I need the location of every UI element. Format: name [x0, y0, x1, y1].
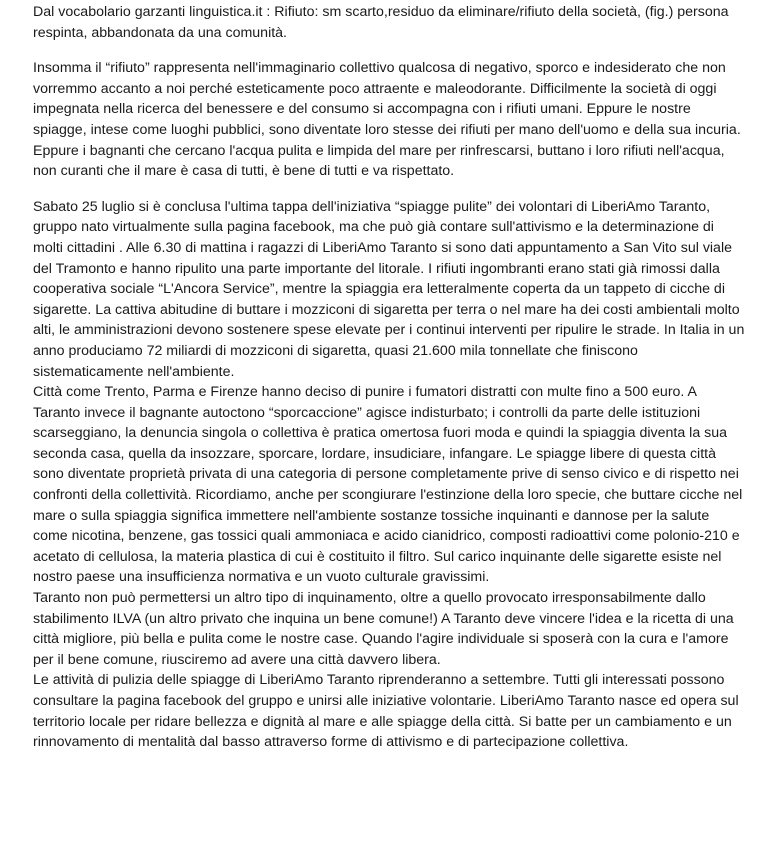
paragraph-cities: Città come Trento, Parma e Firenze hanno deciso di punire i fumatori distratti con multe fino a 500 euro. A Taranto invece il bagnante autoctono “sporcaccione” agisce indisturbato; i controlli da parte delle istituzioni scarseggiano, la denuncia singola o collettiva è pratica omertosa fuori moda e quindi la spiaggia diventa la sua seconda casa, quella da insozzare, sporcare, lordare, insudiciare, infangare. Le spiagge libere di questa città sono diventate proprietà privata di una categoria di persone completamente prive di senso civico e di rispetto nei confronti della collettività. Ricordiamo, anche per scongiurare l'estinzione della loro specie, che buttare cicche nel mare o sulla spiaggia significa immettere nell'ambiente sostanze tossiche inquinanti e dannose per la salute come nicotina, benzene, gas tossici quali ammoniaca e acido cianidrico, composti radioattivi come polonio-210 e acetato di cellulosa, la materia plastica di cui è costituito il filtro. Sul carico inquinante delle sigarette esiste nel nostro paese una insufficienza normativa e un vuoto culturale gravissimi.: [33, 384, 743, 586]
document-body: [33, 2, 745, 753]
paragraph-definition: Dal vocabolario garzanti linguistica.it : Rifiuto: sm scarto,residuo da eliminare/rifiuto della società, (fig.) persona respinta, abbandonata da una comunità.: [33, 4, 729, 41]
paragraph-activities: Le attività di pulizia delle spiagge di LiberiAmo Taranto riprenderanno a settembre. Tutti gli interessati possono consultare la pagina facebook del gruppo e unirsi alle iniziative volontarie. LiberiAmo Taranto nasce ed opera sul territorio locale per ridare bellezza e dignità al mare e alle spiagge della città. Si batte per un cambiamento e un rinnovamento di mentalità dal basso attraverso forme di attivismo e di partecipazione collettiva.: [33, 672, 739, 751]
paragraph-intro: Insomma il “rifiuto” rappresenta nell'immaginario collettivo qualcosa di negativo, sporco e indesiderato che non vorremmo accanto a noi perché esteticamente poco attraente e maleodorante. Difficilmente la società di oggi impegnata nella ricerca del benessere e del consumo si accompagna con i rifiuti umani. Eppure le nostre spiagge, intese come luoghi pubblici, sono diventate loro stesse dei rifiuti per mano dell'uomo e della sua incuria. Eppure i bagnanti che cercano l'acqua pulita e limpida del mare per rinfrescarsi, buttano i loro rifiuti nell'acqua, non curanti che il mare è casa di tutti, è bene di tutti e va rispettato.: [33, 60, 741, 180]
paragraph-event: Sabato 25 luglio si è conclusa l'ultima tappa dell'iniziativa “spiagge pulite” dei volontari di LiberiAmo Taranto, gruppo nato virtualmente sulla pagina facebook, ma che può già contare sull'attivismo e la determinazione di molti cittadini . Alle 6.30 di mattina i ragazzi di LiberiAmo Taranto si sono dati appuntamento a San Vito sul viale del Tramonto e hanno ripulito una parte importante del litorale. I rifiuti ingombranti erano stati già rimossi dalla cooperativa sociale “L'Ancora Service”, mentre la spiaggia era letteralmente coperta da un tappeto di cicche di sigarette. La cattiva abitudine di buttare i mozziconi di sigaretta per terra o nel mare ha dei costi ambientali molto alti, le amministrazioni devono sostenere spese elevate per i continui interventi per ripulire le strade. In Italia in un anno produciamo 72 miliardi di mozziconi di sigaretta, quasi 21.600 mila tonnellate che finiscono sistematicamente nell'ambiente.: [33, 198, 745, 380]
paragraph-taranto: Taranto non può permettersi un altro tipo di inquinamento, oltre a quello provocato irresponsabilmente dallo stabilimento ILVA (un altro privato che inquina un bene comune!) A Taranto deve vincere l'idea e la ricetta di una città migliore, più bella e pulita come le nostre case. Quando l'agire individuale si sposerà con la cura e l'amore per il bene comune, riusciremo ad avere una città davvero libera.: [33, 590, 734, 668]
